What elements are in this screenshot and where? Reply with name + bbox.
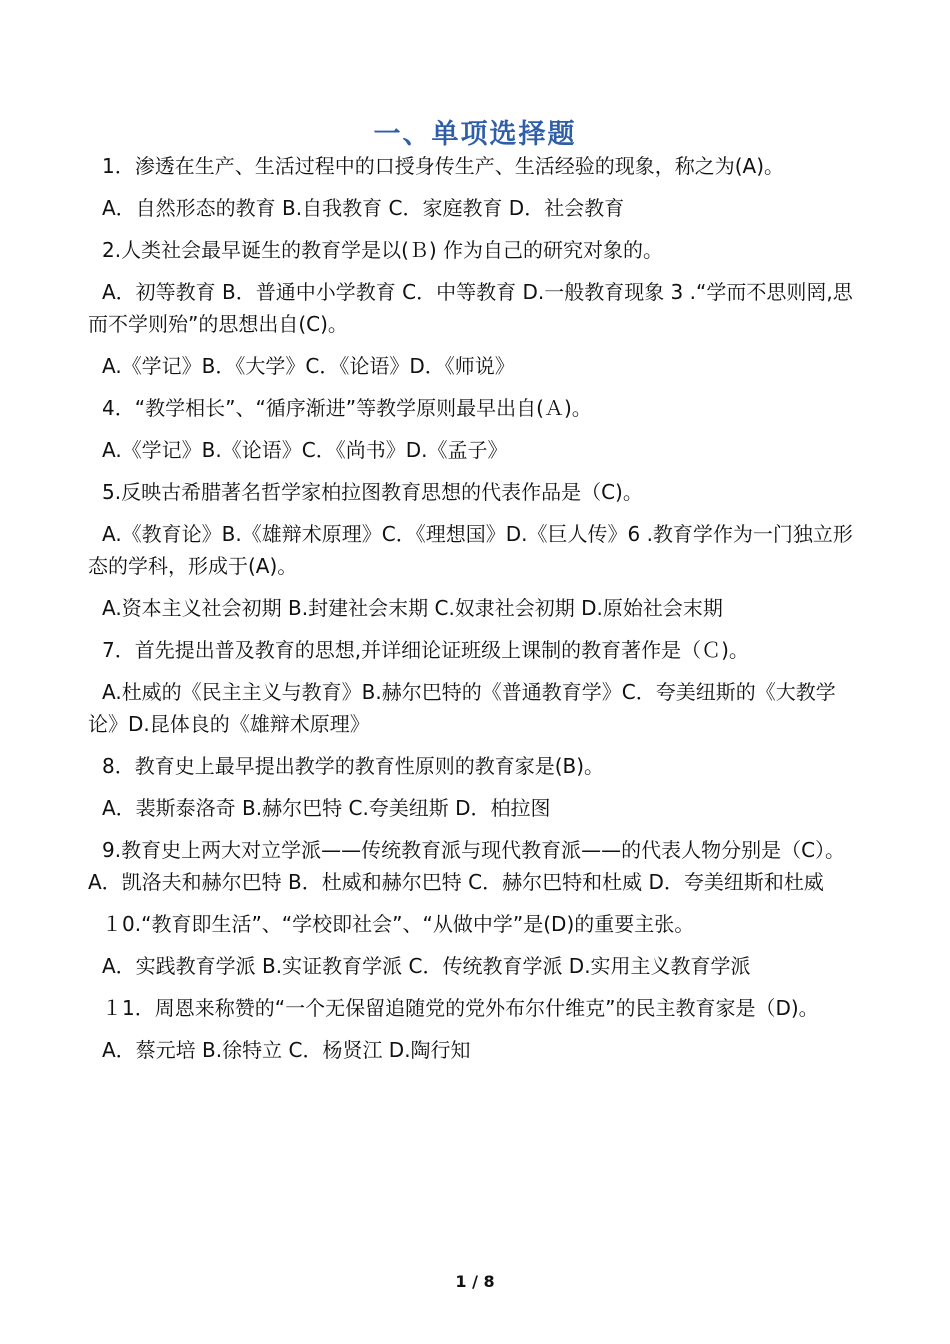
options-3: A.《学记》B．《大学》C．《论语》D．《师说》: [102, 354, 515, 378]
options-11: A．蔡元培 B.徐特立 C．杨贤江 D.陶行知: [102, 1038, 471, 1062]
options-2-question-3: A．初等教育 B．普通中小学教育 C．中等教育 D.一般教育现象 3 .“学而不思则罔,思而不学则殆”的思想出自(C)。: [88, 280, 853, 336]
options-4: A.《学记》B.《论语》C．《尚书》D.《孟子》: [102, 438, 508, 462]
options-7: A.杜威的《民主主义与教育》B.赫尔巴特的《普通教育学》C．夸美纽斯的《大教学论》D.昆体良的《雄辩术原理》: [88, 680, 836, 736]
options-10: A．实践教育学派 B.实证教育学派 C．传统教育学派 D.实用主义教育学派: [102, 954, 751, 978]
question-1: 1．渗透在生产、生活过程中的口授身传生产、生活经验的现象，称之为(A)。: [102, 154, 785, 178]
question-10: １0.“教育即生活”、“学校即社会”、“从做中学”是(D)的重要主张。: [102, 912, 695, 936]
question-7: 7．首先提出普及教育的思想,并详细论证班级上课制的教育著作是（Ｃ)。: [102, 638, 749, 662]
question-5: 5.反映古希腊著名哲学家柏拉图教育思想的代表作品是（C)。: [102, 480, 643, 504]
question-list: [88, 150, 860, 1076]
question-8: 8．教育史上最早提出教学的教育性原则的教育家是(B)。: [102, 754, 605, 778]
options-5-question-6: A.《教育论》B.《雄辩术原理》C．《理想国》D.《巨人传》6 .教育学作为一门独立形态的学科，形成于(A)。: [88, 522, 853, 578]
question-9: 9.教育史上两大对立学派——传统教育派与现代教育派——的代表人物分别是（C）。A．凯洛夫和赫尔巴特 B．杜威和赫尔巴特 C．赫尔巴特和杜威 D．夸美纽斯和杜威: [88, 838, 846, 894]
question-2: 2.人类社会最早诞生的教育学是以(Ｂ) 作为自己的研究对象的。: [102, 238, 664, 262]
options-6: A.资本主义社会初期 B.封建社会末期 C.奴隶社会初期 D.原始社会末期: [102, 596, 723, 620]
question-4: 4．“教学相长”、“循序渐进”等教学原则最早出自(Ａ)。: [102, 396, 592, 420]
section-title: 一、单项选择题: [373, 119, 577, 150]
question-11: １1．周恩来称赞的“一个无保留追随党的党外布尔什维克”的民主教育家是（D)。: [102, 996, 819, 1020]
options-8: A．裴斯泰洛奇 B.赫尔巴特 C.夸美纽斯 D．柏拉图: [102, 796, 551, 820]
options-1: A．自然形态的教育 B.自我教育 C．家庭教育 D．社会教育: [102, 196, 625, 220]
page-number: 1 / 8: [455, 1272, 495, 1291]
